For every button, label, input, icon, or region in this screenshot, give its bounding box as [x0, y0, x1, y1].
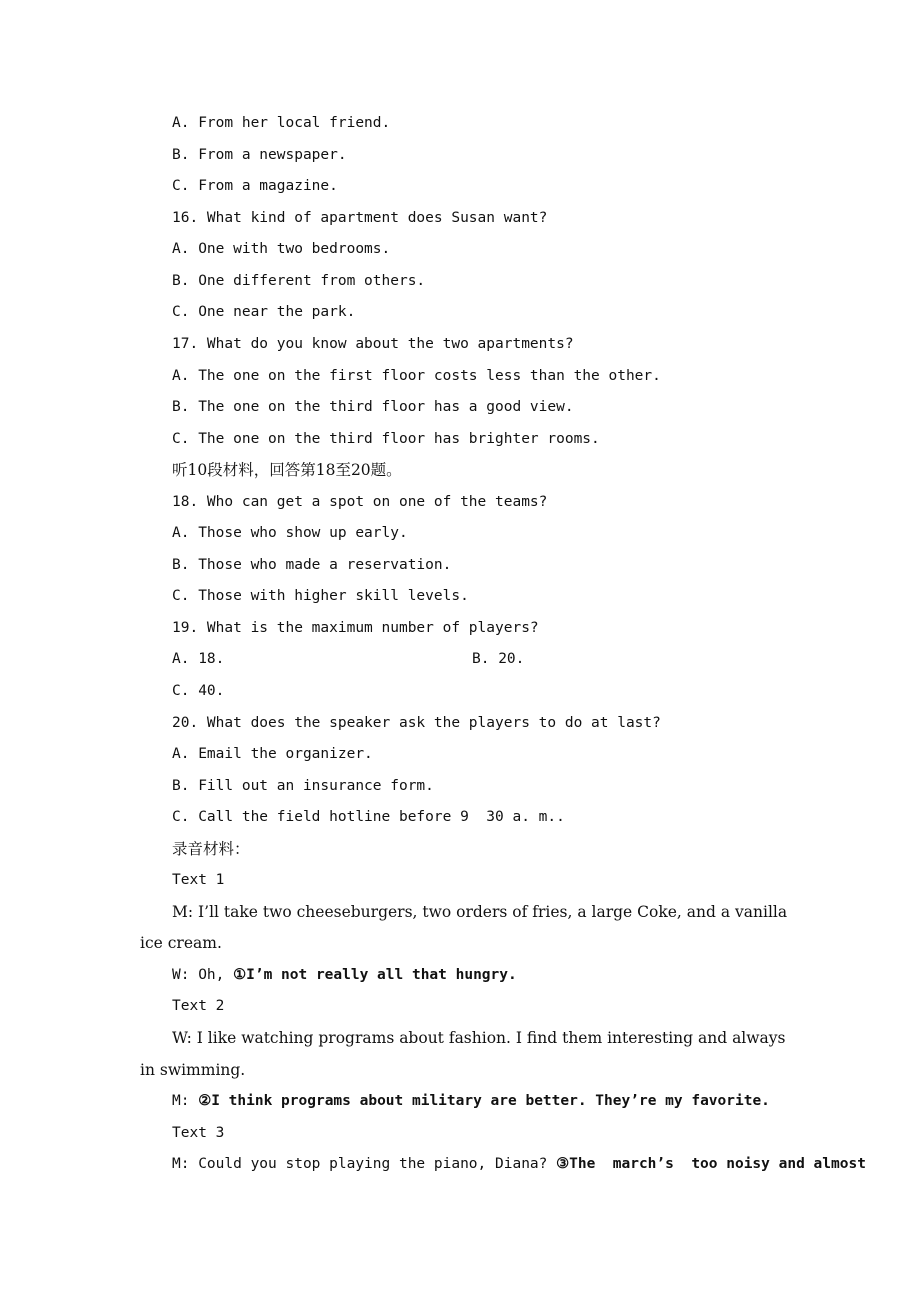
q18-question: 18. Who can get a spot on one of the teams?	[172, 494, 548, 510]
q20-question: 20. What does the speaker ask the players to do at last?	[172, 715, 661, 731]
text1-w-line	[172, 965, 517, 985]
q17-option-a: A. The one on the first floor costs less than the other.	[172, 368, 661, 384]
transcript-heading: 录音材料：	[172, 840, 250, 858]
q15-option-b: B. From a newspaper.	[172, 147, 347, 163]
text2-m-answer: ②I think programs about military are better. They’re my favorite.	[198, 1093, 770, 1109]
q18-option-c: C. Those with higher skill levels.	[172, 588, 469, 604]
text1-w-prefix: W: Oh,	[172, 967, 234, 983]
text3-m-prefix: M: Could you stop playing the piano, Diana?	[172, 1156, 557, 1172]
text2-w-line1: W: I like watching programs about fashion. I find them interesting and always	[172, 1029, 786, 1047]
q15-option-a: A. From her local friend.	[172, 115, 391, 131]
text1-m-line1: M: I’ll take two cheeseburgers, two orders of fries, a large Coke, and a vanilla	[172, 903, 788, 921]
q19-option-b: B. 20.	[472, 651, 525, 667]
text2-m-prefix: M:	[172, 1093, 199, 1109]
text3-m-line	[172, 1154, 866, 1174]
q18-option-a: A. Those who show up early.	[172, 525, 408, 541]
text1-m-line2: ice cream.	[140, 934, 222, 952]
q16-option-b: B. One different from others.	[172, 273, 426, 289]
q19-question: 19. What is the maximum number of players?	[172, 620, 539, 636]
q17-option-c: C. The one on the third floor has brighter rooms.	[172, 431, 600, 447]
text3-m-answer: ③The march’s too noisy and almost	[556, 1156, 866, 1172]
q19-option-c: C. 40.	[172, 683, 225, 699]
text1-w-answer: ①I’m not really all that hungry.	[233, 967, 517, 983]
text2-m-line	[172, 1091, 770, 1111]
text3-title: Text 3	[172, 1125, 225, 1141]
text1-title: Text 1	[172, 872, 225, 888]
text2-title: Text 2	[172, 998, 225, 1014]
q17-option-b: B. The one on the third floor has a good view.	[172, 399, 574, 415]
q15-option-c: C. From a magazine.	[172, 178, 338, 194]
q18-option-b: B. Those who made a reservation.	[172, 557, 452, 573]
q19-option-a: A. 18.	[172, 651, 225, 667]
q16-option-a: A. One with two bedrooms.	[172, 241, 391, 257]
q20-option-b: B. Fill out an insurance form.	[172, 778, 434, 794]
q20-option-a: A. Email the organizer.	[172, 746, 373, 762]
q16-option-c: C. One near the park.	[172, 304, 356, 320]
section-instruction: 听10段材料，回答第18至20题。	[172, 461, 402, 479]
text2-w-line2: in swimming.	[140, 1061, 246, 1079]
q16-question: 16. What kind of apartment does Susan want?	[172, 210, 548, 226]
q20-option-c: C. Call the field hotline before 9 30 a. m..	[172, 809, 565, 825]
q17-question: 17. What do you know about the two apartments?	[172, 336, 574, 352]
